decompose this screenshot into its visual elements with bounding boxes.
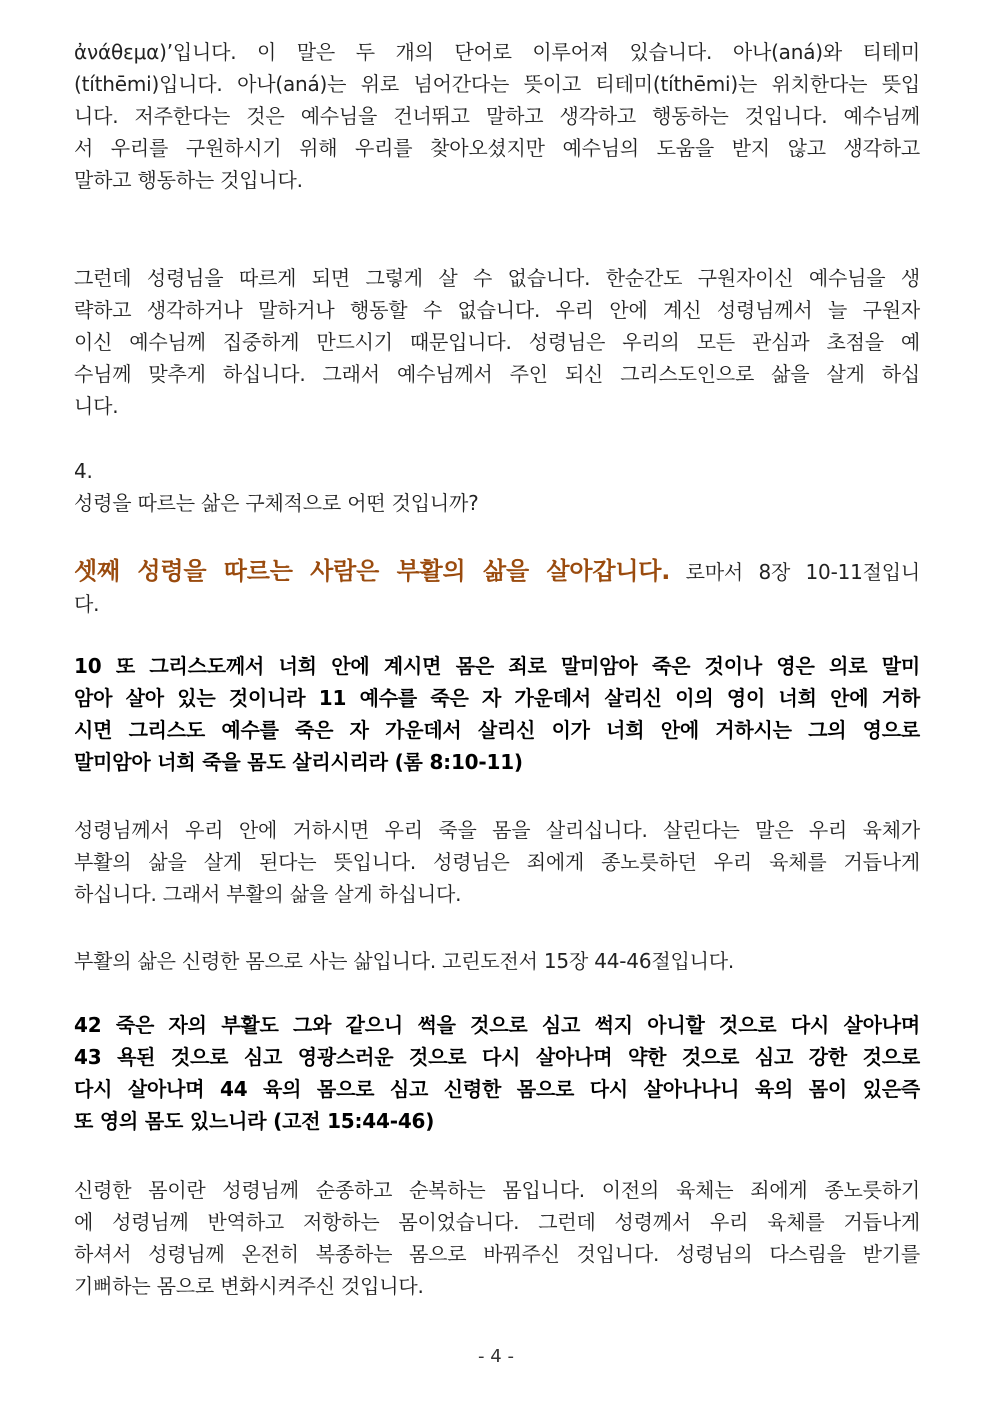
text-line: (títhēmi)입니다. 아나(aná)는 위로 넘어간다는 뜻이고 티테미(títhēmi)는 위치한다는 뜻입	[74, 72, 920, 96]
scripture-corinthians	[74, 1009, 920, 1137]
text-line: 부활의 삶은 신령한 몸으로 사는 삶입니다. 고린도전서 15장 44-46절입니다.	[74, 949, 734, 973]
text-line: 성령님께서 우리 안에 거하시면 우리 죽을 몸을 살리십니다. 살린다는 말은 우리 육체가	[74, 818, 920, 842]
text-line: 신령한 몸이란 성령님께 순종하고 순복하는 몸입니다. 이전의 육체는 죄에게 종노릇하기	[74, 1178, 920, 1202]
text-line: 다.	[74, 592, 100, 616]
paragraph-following-spirit	[74, 262, 920, 422]
scripture-line: 42 죽은 자의 부활도 그와 같으니 썩을 것으로 심고 썩지 아니할 것으로 다시 살아나며	[74, 1013, 920, 1037]
page-number: - 4 -	[478, 1346, 514, 1367]
section-heading-block	[74, 554, 920, 620]
text-line: 그런데 성령님을 따르게 되면 그렇게 살 수 없습니다. 한순간도 구원자이신 예수님을 생	[74, 266, 920, 290]
paragraph-spiritual-body	[74, 945, 920, 977]
scripture-line: 암아 살아 있는 것이니라 11 예수를 죽은 자 가운데서 살리신 이의 영이 너희 안에 거하	[74, 686, 920, 710]
question-block	[74, 455, 920, 519]
scripture-line: 10 또 그리스도께서 너희 안에 계시면 몸은 죄로 말미암아 죽은 것이나 영은 의로 말미	[74, 654, 920, 678]
section-heading: 셋째 성령을 따르는 사람은 부활의 삶을 살아갑니다.	[74, 557, 671, 585]
scripture-line: 43 욕된 것으로 심고 영광스러운 것으로 다시 살아나며 약한 것으로 심고 강한 것으로	[74, 1045, 920, 1069]
text-line: 니다.	[74, 394, 119, 418]
question-text: 성령을 따르는 삶은 구체적으로 어떤 것입니까?	[74, 491, 479, 515]
paragraph-resurrection-life	[74, 814, 920, 910]
text-line: 수님께 맞추게 하십니다. 그래서 예수님께서 주인 되신 그리스도인으로 삶을 살게 하십	[74, 362, 920, 386]
text-line: 말하고 행동하는 것입니다.	[74, 168, 303, 192]
scripture-line: 말미암아 너희 죽을 몸도 살리시리라 (롬 8:10-11)	[74, 750, 523, 774]
text-line: 서 우리를 구원하시기 위해 우리를 찾아오셨지만 예수님의 도움을 받지 않고 생각하고	[74, 136, 920, 160]
text-line: 하셔서 성령님께 온전히 복종하는 몸으로 바꿔주신 것입니다. 성령님의 다스림을 받기를	[74, 1242, 920, 1266]
text-line: 하십니다. 그래서 부활의 삶을 살게 하십니다.	[74, 882, 462, 906]
question-number: 4.	[74, 459, 93, 483]
text-line: 기뻐하는 몸으로 변화시켜주신 것입니다.	[74, 1274, 424, 1298]
text-line: 이신 예수님께 집중하게 만드시기 때문입니다. 성령님은 우리의 모든 관심과 초점을 예	[74, 330, 920, 354]
text-line: 니다. 저주한다는 것은 예수님을 건너뛰고 말하고 생각하고 행동하는 것입니다. 예수님께	[74, 104, 920, 128]
heading-reference: 로마서 8장 10-11절입니	[670, 560, 920, 584]
scripture-line: 시면 그리스도 예수를 죽은 자 가운데서 살리신 이가 너희 안에 거하시는 그의 영으로	[74, 718, 920, 742]
paragraph-anathema-meaning	[74, 36, 920, 196]
text-line: 에 성령님께 반역하고 저항하는 몸이었습니다. 그런데 성령께서 우리 육체를 거듭나게	[74, 1210, 920, 1234]
text-line: 부활의 삶을 살게 된다는 뜻입니다. 성령님은 죄에게 종노릇하던 우리 육체를 거듭나게	[74, 850, 920, 874]
scripture-romans	[74, 650, 920, 778]
text-line: 략하고 생각하거나 말하거나 행동할 수 없습니다. 우리 안에 계신 성령님께서 늘 구원자	[74, 298, 920, 322]
text-line: ἀνάθεμα)’입니다. 이 말은 두 개의 단어로 이루어져 있습니다. 아나(aná)와 티테미	[74, 40, 920, 64]
scripture-line: 또 영의 몸도 있느니라 (고전 15:44-46)	[74, 1109, 435, 1133]
paragraph-obedient-body	[74, 1174, 920, 1302]
scripture-line: 다시 살아나며 44 육의 몸으로 심고 신령한 몸으로 다시 살아나나니 육의 몸이 있은즉	[74, 1077, 920, 1101]
section-heading-line	[74, 554, 920, 588]
